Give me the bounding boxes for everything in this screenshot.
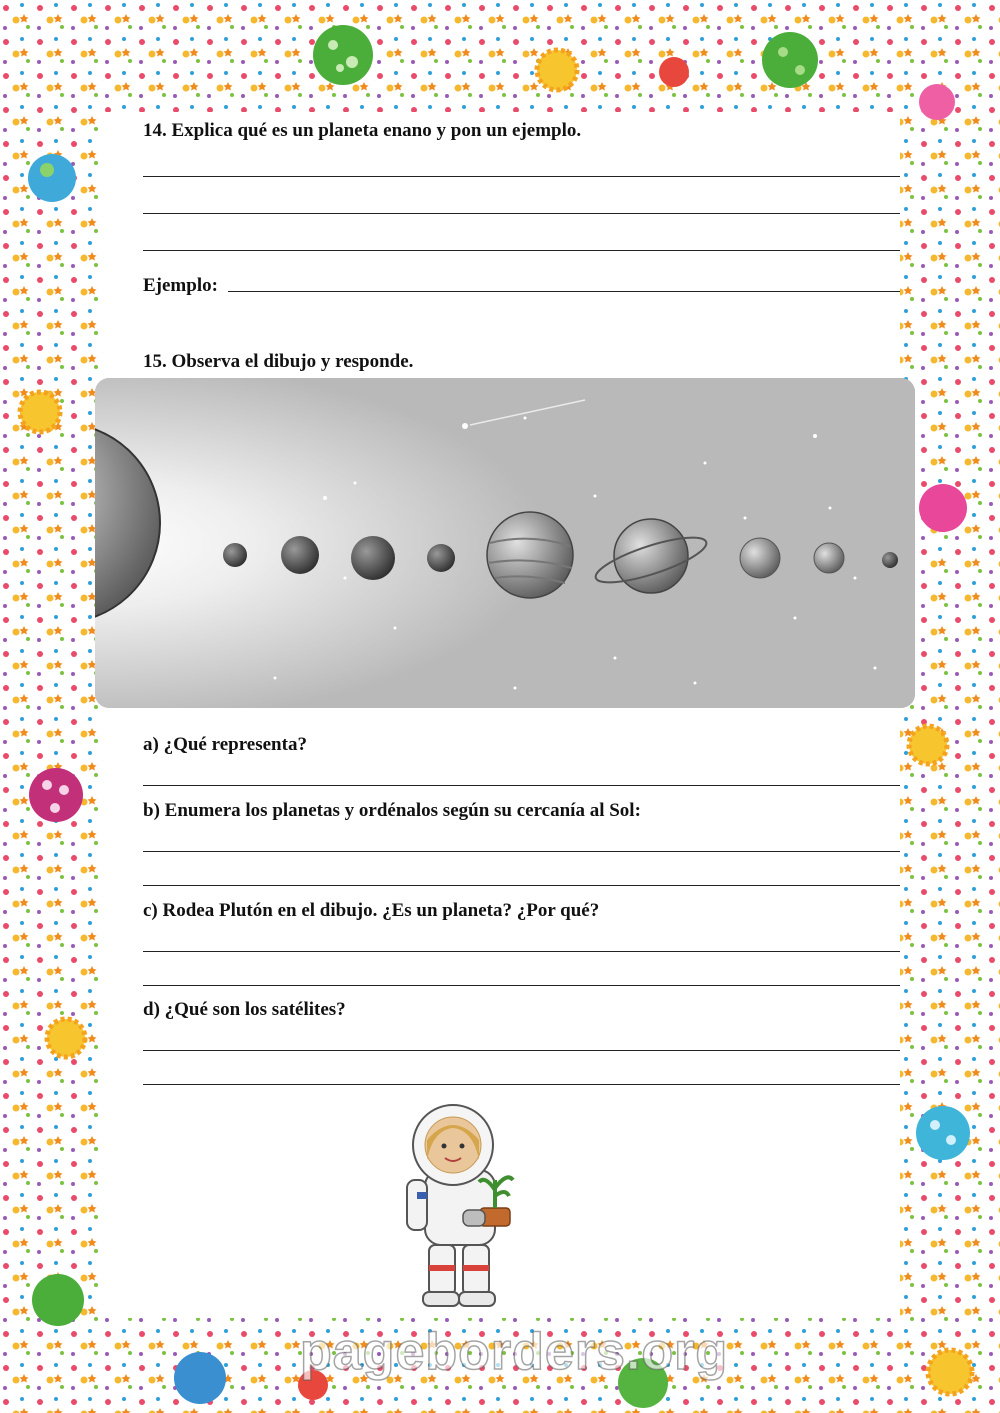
red-planet-icon — [659, 57, 689, 87]
green-planet-icon — [762, 32, 818, 88]
answer-line[interactable] — [143, 176, 900, 177]
answer-line[interactable] — [143, 985, 900, 986]
pink-planet-icon — [919, 84, 955, 120]
answer-line[interactable] — [143, 213, 900, 214]
sun-icon — [47, 1019, 85, 1057]
planet-earth — [351, 536, 395, 580]
watermark: pageborders.org — [300, 1323, 729, 1381]
sun-icon — [537, 50, 577, 90]
planet-mars — [427, 544, 455, 572]
sun-icon — [928, 1350, 972, 1394]
sun-icon — [20, 392, 60, 432]
example-answer-line[interactable] — [228, 291, 900, 292]
blue-planet-icon — [28, 154, 76, 202]
answer-line[interactable] — [143, 785, 900, 786]
question-15: 15. Observa el dibujo y responde. — [143, 351, 414, 372]
planet-saturn — [614, 519, 688, 593]
example-label: Ejemplo: — [143, 275, 218, 296]
question-14: 14. Explica qué es un planeta enano y pon un ejemplo. — [143, 120, 582, 141]
blue-planet-icon — [174, 1352, 226, 1404]
astronaut-with-plant-illustration — [395, 1100, 525, 1310]
green-planet-icon — [32, 1274, 84, 1326]
question-15d: d) ¿Qué son los satélites? — [143, 999, 346, 1020]
pink-planet-icon — [919, 484, 967, 532]
green-planet-icon — [313, 25, 373, 85]
answer-line[interactable] — [143, 885, 900, 886]
question-15a: a) ¿Qué representa? — [143, 734, 307, 755]
planet-mercury — [223, 543, 247, 567]
blue-planet-icon — [916, 1106, 970, 1160]
question-15c: c) Rodea Plutón en el dibujo. ¿Es un planeta? ¿Por qué? — [143, 900, 600, 921]
question-15b: b) Enumera los planetas y ordénalos según su cercanía al Sol: — [143, 800, 641, 821]
answer-line[interactable] — [143, 851, 900, 852]
planet-jupiter — [487, 512, 573, 598]
planet-neptune — [814, 543, 844, 573]
planet-venus — [281, 536, 319, 574]
solar-system-illustration — [95, 378, 915, 708]
planet-pluto — [882, 552, 898, 568]
answer-line[interactable] — [143, 1084, 900, 1085]
answer-line[interactable] — [143, 250, 900, 251]
planet-uranus — [740, 538, 780, 578]
spotted-planet-icon — [29, 768, 83, 822]
sun-icon — [909, 726, 947, 764]
answer-line[interactable] — [143, 951, 900, 952]
answer-line[interactable] — [143, 1050, 900, 1051]
